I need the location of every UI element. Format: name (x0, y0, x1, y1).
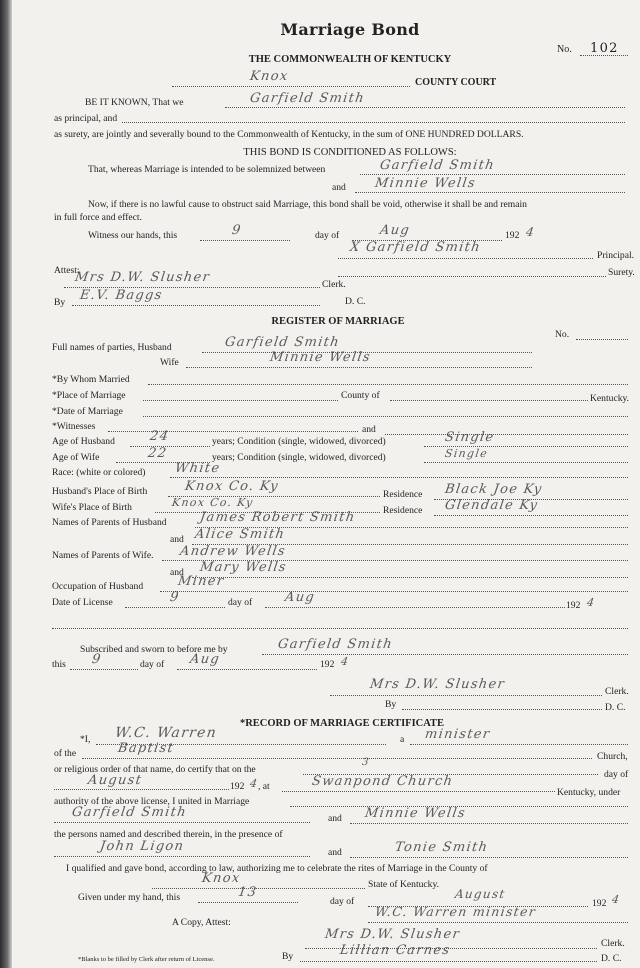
age-husband-label: Age of Husband (52, 436, 115, 447)
parents-wife-label: Names of Parents of Wife. (52, 550, 154, 561)
condition-wife-label: years; Condition (single, widowed, divorced) (212, 452, 386, 463)
husband-name-written: Garfield Smith (223, 335, 341, 350)
condition-husband-written: Single (443, 430, 496, 445)
cert-groom-written: Garfield Smith (70, 805, 188, 820)
surety-text: as surety, are jointly and severally bound to the Commonwealth of Kentucky, in the sum of ONE HUNDRED DOLLARS. (54, 129, 524, 140)
cert-day-of-label: day of (604, 769, 629, 780)
given-year-written: 4 (611, 893, 622, 906)
minister-signature-line (368, 922, 628, 923)
wife-residence-written: Glendale Ky (443, 498, 540, 513)
father-husband-written: James Robert Smith (198, 510, 357, 525)
cert-clerk-written: Mrs D.W. Slusher (323, 927, 462, 942)
whereas-text: That, whereas Marriage is intended to be solemnized between (88, 164, 326, 175)
subscribed-month-line (177, 669, 317, 670)
cert-year-prefix: 192 (230, 781, 245, 792)
cert-a-label: a (400, 734, 405, 745)
by-whom-line (148, 384, 628, 385)
wife-name-line (186, 367, 532, 368)
register-number-line (576, 339, 628, 340)
husband-birth-label: Husband's Place of Birth (52, 486, 148, 497)
now-if-line1: Now, if there is no lawful cause to obstruct said Marriage, this bond shall be void, otherwise it shall be and remain (88, 199, 527, 210)
scan-edge-shadow (0, 0, 12, 968)
occupation-line (160, 591, 628, 592)
race-written: White (173, 461, 222, 476)
cert-county-line (152, 888, 365, 889)
cert-dc-label: D. C. (601, 953, 622, 964)
authority-text: authority of the above license, I united in Marriage (54, 796, 250, 807)
subscribed-day-of-label: day of (140, 659, 165, 670)
cert-bride-line (350, 823, 628, 824)
wife-residence-line (434, 515, 628, 516)
witness2-line (385, 434, 628, 435)
father-wife-written: Andrew Wells (178, 544, 287, 559)
place-line (143, 400, 338, 401)
copy-attest-label: A Copy, Attest: (172, 917, 231, 928)
principal-line (225, 107, 625, 108)
husband-residence-written: Black Joe Ky (443, 482, 544, 497)
wife-birth-written: Knox Co. Ky (171, 496, 255, 509)
wife-label: Wife (160, 357, 179, 368)
witnesses-and-label: and (362, 424, 376, 435)
cert-at-label: , at (258, 781, 270, 792)
surety-line (122, 122, 625, 123)
cert-deputy-written: Lillian Carnes (338, 943, 452, 958)
cert-witness2-written: Tonie Smith (393, 840, 490, 855)
county-of-label: County of (341, 390, 380, 401)
register-clerk-line (330, 695, 602, 696)
by-whom-label: *By Whom Married (52, 374, 130, 385)
given-day-line (198, 902, 298, 903)
county-court-label: COUNTY COURT (415, 77, 497, 88)
presence-text: the persons named and described therein, in the presence of (54, 829, 283, 840)
occupation-written: Miner (176, 574, 226, 589)
parents-wife-and-label: and (170, 567, 184, 578)
wife-birth-label: Wife's Place of Birth (52, 502, 132, 513)
county-written: Knox (248, 69, 290, 84)
register-clerk-written: Mrs D.W. Slusher (368, 677, 507, 692)
church-line (82, 758, 592, 759)
witness-hands-text: Witness our hands, this (88, 230, 178, 241)
now-if-line2: in full force and effect. (54, 212, 142, 223)
given-day-of-label: day of (330, 896, 355, 907)
qualified-text: I qualified and gave bond, according to law, authorizing me to celebrate the rites of Marriage in the County of (66, 863, 488, 874)
principal-label: Principal. (597, 250, 635, 261)
date-of-marriage-line (143, 416, 628, 417)
conditioned-heading: THIS BOND IS CONDITIONED AS FOLLOWS: (243, 147, 457, 158)
subscribed-year-written: 4 (340, 655, 351, 668)
county-of-line (390, 400, 588, 401)
bond-day-line (200, 240, 290, 241)
cert-witness1-written: John Ligon (98, 839, 186, 854)
kentucky-under-label: Kentucky, under (557, 787, 621, 798)
cert-i-label: *I, (80, 734, 91, 745)
bond-clerk-label: Clerk. (322, 279, 346, 290)
husband-birth-written: Knox Co. Ky (183, 479, 280, 494)
certificate-heading: *RECORD OF MARRIAGE CERTIFICATE (239, 718, 445, 729)
given-month-written: August (454, 887, 507, 901)
minister-written: W.C. Warren (113, 725, 219, 741)
mother-wife-line (192, 577, 628, 578)
groom-line (360, 174, 625, 175)
subscribed-month-written: Aug (188, 652, 222, 667)
cert-and-label: and (328, 813, 342, 824)
age-husband-line (130, 446, 210, 447)
husband-residence-label: Residence (383, 489, 423, 500)
wife-name-written: Minnie Wells (268, 350, 372, 365)
county-line (172, 86, 410, 87)
condition-wife-written: Single (444, 447, 489, 460)
cert-place-line (282, 791, 555, 792)
cert-witness-and-label: and (328, 847, 342, 858)
place-label: *Place of Marriage (52, 390, 126, 401)
age-husband-written: 24 (148, 429, 171, 444)
witness1-line (108, 431, 358, 432)
witness2-cert-line (350, 857, 628, 858)
date-of-marriage-label: *Date of Marriage (52, 406, 123, 417)
given-under-text: Given under my hand, this (78, 892, 181, 903)
minister-signature: W.C. Warren minister (374, 904, 538, 919)
bond-dc-label: D. C. (345, 296, 366, 307)
cert-clerk-label: Clerk. (601, 938, 625, 949)
surety-signature-line (338, 276, 606, 277)
role-line (410, 744, 628, 745)
full-names-label: Full names of parties, Husband (52, 342, 172, 353)
license-month-written: Aug (283, 590, 317, 605)
register-number-label: No. (555, 329, 570, 340)
condition-husband-label: years; Condition (single, widowed, divorced) (212, 436, 386, 447)
cert-place-written: Swanpond Church (310, 774, 455, 789)
cert-deputy-line (300, 961, 597, 962)
register-deputy-line (402, 709, 602, 710)
wife-residence-label: Residence (383, 505, 423, 516)
occupation-label: Occupation of Husband (52, 581, 144, 592)
race-label: Race: (white or colored) (52, 467, 146, 478)
as-principal-text: as principal, and (54, 113, 118, 124)
bond-deputy-written: E.V. Baggs (78, 288, 164, 303)
religious-order-text: or religious order of that name, do certify that on the (54, 764, 256, 775)
register-dc-label: D. C. (605, 702, 626, 713)
subscribed-day-line (70, 669, 138, 670)
bond-year-prefix: 192 (505, 230, 520, 241)
race-line (170, 477, 628, 478)
register-heading: REGISTER OF MARRIAGE (271, 316, 405, 327)
bond-bride-written: Minnie Wells (373, 176, 477, 191)
church-label: Church, (597, 751, 628, 762)
footnote-text: *Blanks to be filled by Clerk after return of License. (78, 956, 215, 963)
mother-wife-written: Mary Wells (198, 560, 288, 575)
cert-month-written: August (86, 773, 144, 788)
bond-clerk-written: Mrs D.W. Slusher (73, 270, 212, 285)
cert-day-written: 3 (361, 757, 371, 768)
commonwealth-heading: THE COMMONWEALTH OF KENTUCKY (248, 54, 452, 65)
bond-and-label: and (332, 182, 346, 193)
license-year-prefix: 192 (566, 600, 581, 611)
of-the-label: of the (54, 748, 77, 759)
principal-signature: X Garfield Smith (348, 240, 482, 255)
subscriber-written: Garfield Smith (276, 637, 394, 652)
bond-number-label: No. (557, 44, 572, 55)
subscriber-line (262, 654, 628, 655)
bond-month-written: Aug (378, 223, 412, 238)
bond-number-value: 102 (590, 41, 619, 56)
subscribed-this-label: this (52, 659, 66, 670)
age-wife-written: 22 (146, 446, 169, 461)
subscribed-year-prefix: 192 (320, 659, 335, 670)
bond-by-label: By (54, 297, 66, 308)
license-day-of-label: day of (228, 597, 253, 608)
parents-husband-and-label: and (170, 534, 184, 545)
cert-year-written: 4 (249, 777, 260, 790)
given-year-prefix: 192 (592, 898, 607, 909)
cert-bride-written: Minnie Wells (363, 806, 467, 821)
cert-month-line (54, 789, 229, 790)
attest-label: Attest: (54, 265, 80, 276)
license-day-line (125, 607, 225, 608)
register-clerk-label: Clerk. (605, 686, 629, 697)
cert-by-label: By (282, 951, 294, 962)
register-by-label: By (385, 699, 397, 710)
license-extra-line (52, 628, 628, 629)
license-day-written: 9 (168, 590, 181, 605)
subscribed-day-written: 9 (90, 652, 103, 667)
principal-signature-line (338, 258, 593, 259)
license-date-label: Date of License (52, 597, 113, 608)
witnesses-label: *Witnesses (52, 421, 96, 432)
bond-day-of-label: day of (315, 230, 340, 241)
age-wife-label: Age of Wife (52, 452, 100, 463)
cert-county-written: Knox (200, 871, 242, 886)
be-it-known-text: BE IT KNOWN, That we (85, 97, 184, 108)
given-day-written: 13 (236, 885, 259, 900)
kentucky-label: Kentucky. (590, 393, 630, 404)
bond-groom-written: Garfield Smith (378, 158, 496, 173)
condition-wife-line (424, 462, 628, 463)
bride-line (355, 192, 625, 193)
cert-groom-line (54, 822, 310, 823)
document-title: Marriage Bond (280, 20, 420, 39)
bond-day-written: 9 (230, 223, 243, 238)
mother-husband-written: Alice Smith (193, 527, 287, 542)
principal-written: Garfield Smith (248, 91, 366, 106)
role-written: minister (423, 727, 492, 742)
bond-year-written: 4 (525, 225, 536, 239)
parents-husband-label: Names of Parents of Husband (52, 517, 167, 528)
state-label: State of Kentucky. (368, 879, 440, 890)
license-month-line (265, 607, 565, 608)
license-year-written: 4 (586, 596, 597, 609)
church-written: Baptist (116, 741, 176, 756)
subscribed-text: Subscribed and sworn to before me by (80, 644, 228, 655)
witness1-cert-line (54, 856, 310, 857)
surety-label: Surety. (608, 267, 635, 278)
bond-deputy-line (72, 305, 320, 306)
